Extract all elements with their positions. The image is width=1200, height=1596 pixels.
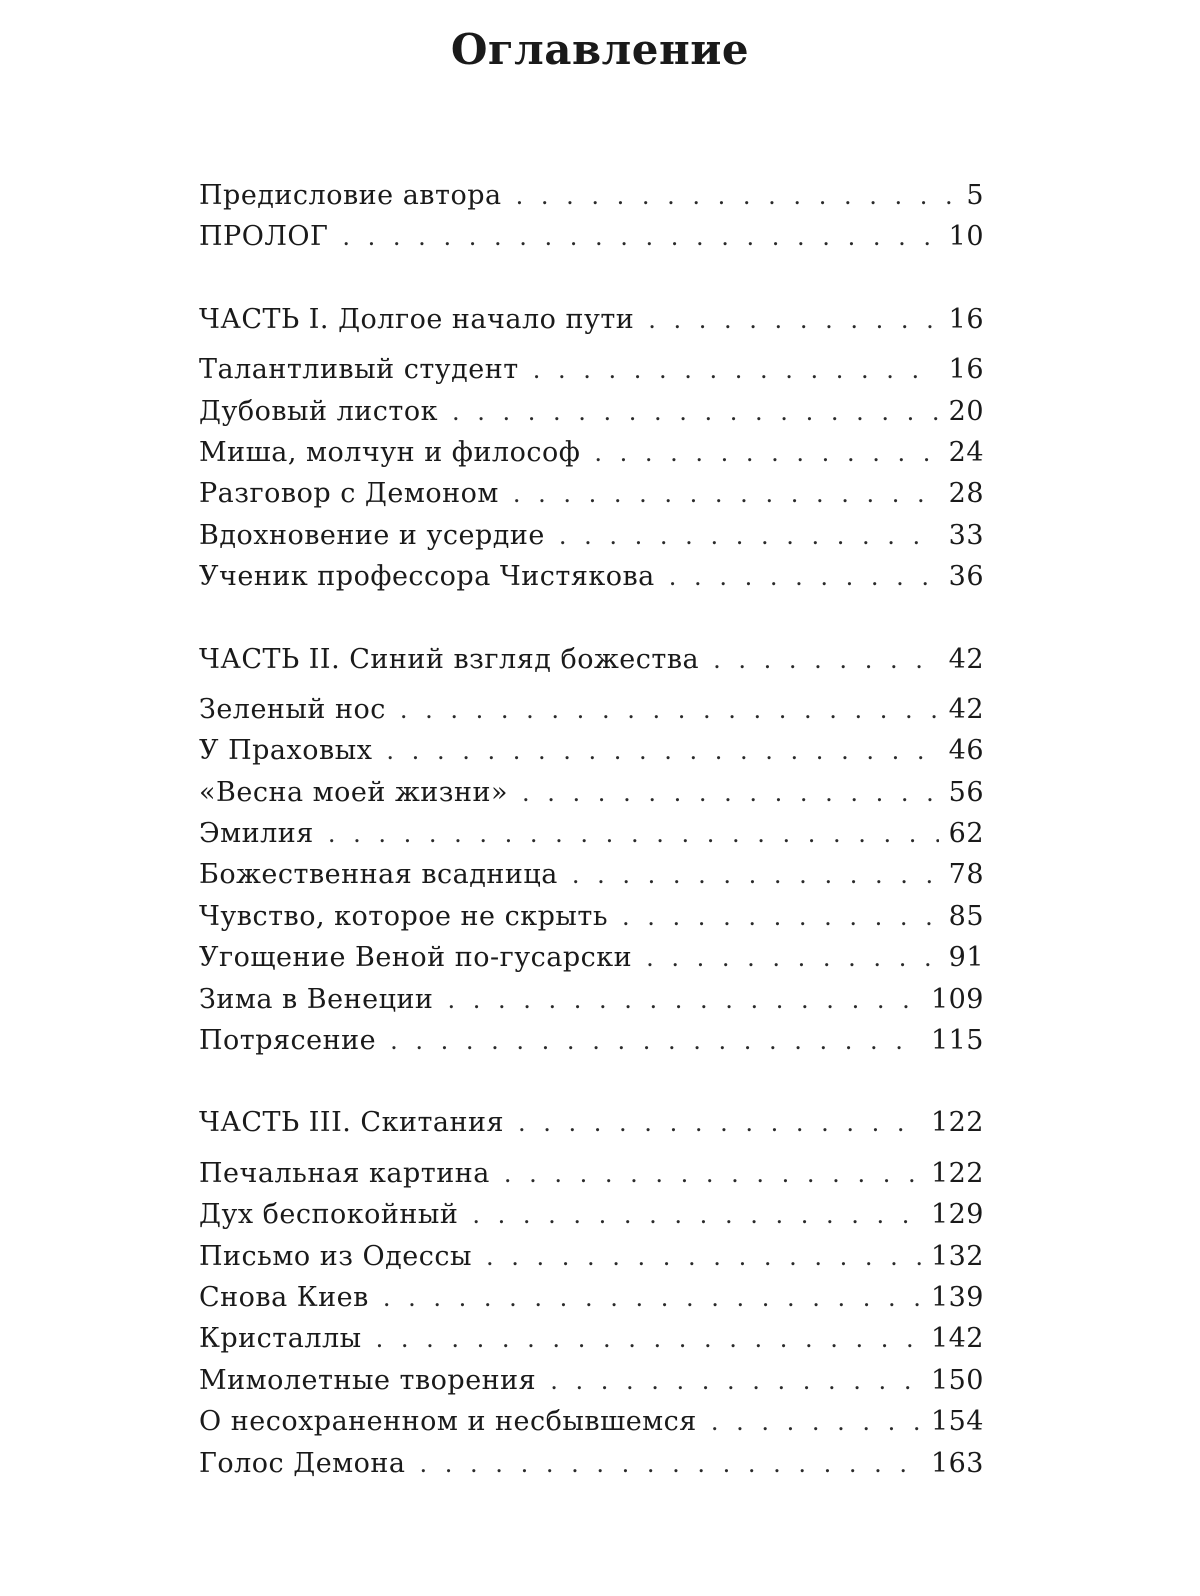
- dot-leader: [622, 903, 939, 931]
- toc-entry-title: Дубовый листок: [199, 395, 438, 427]
- dot-leader: [420, 1450, 921, 1478]
- toc-entry[interactable]: [199, 735, 984, 776]
- toc-entry-title: Зима в Венеции: [199, 983, 434, 1015]
- toc-entry-page: 122: [930, 1157, 984, 1189]
- toc-entry-page: 132: [930, 1240, 984, 1272]
- toc-entry-page: 46: [948, 735, 984, 767]
- dot-leader: [452, 398, 939, 426]
- toc-entry[interactable]: [199, 1323, 984, 1364]
- toc-entry-title: О несохраненном и несбывшемся: [199, 1406, 697, 1438]
- dot-leader: [386, 737, 938, 765]
- toc-entry-title: Голос Демона: [199, 1447, 406, 1479]
- toc-entry-page: 85: [948, 900, 984, 932]
- dot-leader: [646, 944, 939, 972]
- toc-part-1[interactable]: [199, 304, 984, 345]
- toc-entry[interactable]: [199, 694, 984, 735]
- toc-entry[interactable]: [199, 437, 984, 478]
- toc-entry-prologue[interactable]: [199, 221, 984, 262]
- toc-entry-title: Миша, молчун и философ: [199, 436, 581, 468]
- dot-leader: [572, 861, 939, 889]
- dot-leader: [513, 480, 939, 508]
- toc-entry[interactable]: [199, 1025, 984, 1066]
- dot-leader: [400, 696, 939, 724]
- dot-leader: [594, 439, 938, 467]
- dot-leader: [516, 182, 957, 210]
- toc-entry[interactable]: [199, 859, 984, 900]
- dot-leader: [447, 986, 921, 1014]
- toc-entry[interactable]: [199, 478, 984, 519]
- toc-entry[interactable]: [199, 354, 984, 395]
- dot-leader: [533, 356, 939, 384]
- toc-part-title: ЧАСТЬ III. Скитания: [199, 1107, 505, 1139]
- toc-entry-page: 36: [948, 561, 984, 593]
- toc-part-2[interactable]: [199, 644, 984, 685]
- dot-leader: [342, 223, 938, 251]
- toc-entry-page: 142: [930, 1323, 984, 1355]
- toc-entry-title: Угощение Веной по-гусарски: [199, 942, 633, 974]
- toc-entry-page: 56: [948, 776, 984, 808]
- toc-entry-title: У Праховых: [199, 735, 373, 767]
- dot-leader: [648, 306, 938, 334]
- dot-leader: [669, 563, 939, 591]
- dot-leader: [550, 1367, 921, 1395]
- toc-part-page: 42: [948, 643, 984, 675]
- dot-leader: [522, 779, 939, 807]
- toc-entry-page: 5: [966, 180, 984, 211]
- toc-entry-title: Ученик профессора Чистякова: [199, 561, 655, 593]
- toc-entry-title: Письмо из Одессы: [199, 1240, 472, 1272]
- dot-leader: [383, 1284, 921, 1312]
- dot-leader: [472, 1201, 921, 1229]
- toc-entry-title: Вдохновение и усердие: [199, 519, 545, 551]
- dot-leader: [518, 1109, 921, 1137]
- dot-leader: [376, 1325, 921, 1353]
- toc-entry-title: Чувство, которое не скрыть: [199, 900, 609, 932]
- toc-part-title: ЧАСТЬ I. Долгое начало пути: [199, 303, 635, 335]
- toc-entry-title: Зеленый нос: [199, 693, 386, 725]
- toc-entry-title: Предисловие автора: [199, 180, 502, 211]
- toc-entry-page: 109: [930, 983, 984, 1015]
- toc-entry-page: 78: [948, 859, 984, 891]
- toc-entry[interactable]: [199, 1199, 984, 1240]
- toc-part-title: ЧАСТЬ II. Синий взгляд божества: [199, 643, 700, 675]
- toc-entry-page: 16: [948, 354, 984, 386]
- toc-entry-page: 28: [948, 478, 984, 510]
- toc-entry-page: 33: [948, 519, 984, 551]
- toc-entry[interactable]: [199, 1365, 984, 1406]
- toc-entry-page: 150: [930, 1364, 984, 1396]
- toc-entry-title: Талантливый студент: [199, 354, 519, 386]
- toc-entry-title: Разговор с Демоном: [199, 478, 499, 510]
- toc-entry-page: 154: [930, 1406, 984, 1438]
- toc-entry-page: 10: [948, 221, 984, 253]
- dot-leader: [486, 1243, 921, 1271]
- toc-part-page: 122: [930, 1107, 984, 1139]
- toc-entry-title: ПРОЛОГ: [199, 221, 329, 253]
- table-of-contents: [199, 180, 984, 1489]
- toc-entry-title: Снова Киев: [199, 1281, 369, 1313]
- toc-entry-page: 163: [930, 1447, 984, 1479]
- page-title: Оглавление: [450, 25, 750, 74]
- toc-entry[interactable]: [199, 1158, 984, 1199]
- dot-leader: [711, 1408, 921, 1436]
- toc-entry[interactable]: [199, 818, 984, 859]
- toc-entry-title: Эмилия: [199, 818, 314, 850]
- toc-entry-preface[interactable]: [199, 180, 984, 221]
- toc-entry[interactable]: [199, 942, 984, 983]
- toc-entry[interactable]: [199, 396, 984, 437]
- toc-entry-title: «Весна моей жизни»: [199, 776, 509, 808]
- toc-entry-title: Кристаллы: [199, 1323, 362, 1355]
- toc-entry-page: 42: [948, 693, 984, 725]
- toc-entry-page: 115: [930, 1025, 984, 1057]
- toc-entry-title: Мимолетные творения: [199, 1364, 537, 1396]
- toc-entry[interactable]: [199, 901, 984, 942]
- dot-leader: [504, 1160, 921, 1188]
- toc-entry-page: 20: [948, 395, 984, 427]
- toc-entry-title: Потрясение: [199, 1025, 377, 1057]
- toc-part-3[interactable]: [199, 1107, 984, 1148]
- toc-entry[interactable]: [199, 984, 984, 1025]
- toc-entry[interactable]: [199, 520, 984, 561]
- toc-entry[interactable]: [199, 1406, 984, 1447]
- dot-leader: [559, 522, 939, 550]
- toc-entry-page: 91: [948, 942, 984, 974]
- toc-entry[interactable]: [199, 561, 984, 602]
- dot-leader: [713, 646, 939, 674]
- toc-entry-title: Дух беспокойный: [199, 1199, 459, 1231]
- dot-leader: [390, 1027, 921, 1055]
- toc-entry[interactable]: [199, 777, 984, 818]
- toc-entry[interactable]: [199, 1448, 984, 1489]
- toc-entry-page: 129: [930, 1199, 984, 1231]
- dot-leader: [328, 820, 939, 848]
- toc-entry-title: Божественная всадница: [199, 859, 558, 891]
- toc-entry-page: 24: [948, 436, 984, 468]
- toc-part-page: 16: [948, 303, 984, 335]
- toc-entry[interactable]: [199, 1241, 984, 1282]
- toc-entry-title: Печальная картина: [199, 1157, 490, 1189]
- toc-entry[interactable]: [199, 1282, 984, 1323]
- toc-entry-page: 139: [930, 1281, 984, 1313]
- toc-entry-page: 62: [948, 818, 984, 850]
